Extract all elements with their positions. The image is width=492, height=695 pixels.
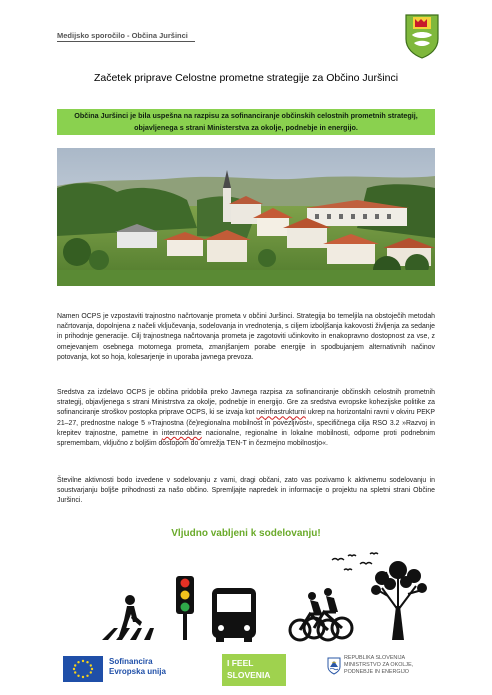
paragraph-funding	[57, 388, 435, 449]
paragraph-funding-part-3: nacionalne, regionalne in lokalne mobilnosti, odporne proti podnebnim spremembam, vključno z boljšim dostopom do omrežja TEN-T in čezmejno mobilnostjo«.	[57, 429, 435, 448]
highlight-box	[57, 109, 435, 135]
highlight-line-1: Občina Juršinci je bila uspešna na razpisu za sofinanciranje občinskih celostnih prometnih strategij,	[74, 111, 418, 120]
ministry-line-1: REPUBLIKA SLOVENIJA	[344, 655, 406, 661]
document-title: Začetek priprave Celostne prometne strategije za Občino Juršinci	[93, 72, 399, 84]
ministry-emblem-icon	[327, 657, 341, 675]
eu-flag-icon	[63, 656, 103, 682]
pedestrian-crossing-icon	[102, 595, 154, 640]
village-photo	[57, 148, 435, 286]
footer-logos	[57, 652, 435, 688]
spellcheck-word-1: neinfrastrukturni	[256, 409, 306, 417]
i-feel-slovenia-logo	[222, 654, 286, 686]
birds-icon	[332, 553, 378, 570]
spellcheck-word-2: intermodalne	[161, 429, 202, 437]
ministry-line-2: MINISTRSTVO ZA OKOLJE,	[344, 662, 414, 668]
paragraph-participation: Številne aktivnosti bodo izvedene v sodelovanju z vami, dragi občani, zato vas pozivamo k aktivnemu sodelovanju in soustvarjanju boljše prihodnosti za našo občino. Spremljajte napredek in informacije o projektu na spletni strani Občine Juršinci.	[57, 477, 435, 505]
slovenia-line-2: SLOVENIA	[227, 670, 271, 680]
eu-line-1: Sofinancira	[109, 657, 153, 666]
header-label: Medijsko sporočilo - Občina Juršinci	[57, 31, 188, 40]
ministry-line-3: PODNEBJE IN ENERGIJO	[344, 669, 409, 675]
tree-icon	[371, 561, 427, 640]
bus-icon	[212, 588, 256, 642]
traffic-light-icon	[176, 576, 194, 640]
invitation-heading: Vljudno vabljeni k sodelovanju!	[171, 528, 321, 539]
eu-cofunding-label	[109, 657, 199, 677]
header-underline	[57, 41, 195, 42]
highlight-line-2: objavljenega s strani Ministerstva za okolje, podnebje in energijo.	[134, 123, 358, 132]
paragraph-funding-part-2: ukrep na horizontalni ravni v okviru PEKP 21–27, prednostne naloge 5 »Trajnostna (če)regionalna mobilnost in povezljivost«, specifičnega cilja RSO 3.2 »Razvoj in krepitev trajnostne, pametne in	[57, 409, 435, 437]
cyclists-icon	[290, 612, 352, 640]
eu-line-2: Evropska unija	[109, 667, 166, 676]
coat-of-arms-icon	[404, 13, 440, 59]
paragraph-purpose: Namen OCPS je vzpostaviti trajnostno načrtovanje prometa v občini Juršinci. Strategija bo temeljila na obstoječih metodah načrtovanja, dopolnjena z načeli vključevanja, sodelovanja in vrednotenja, s ciljem izboljšanja kakovosti življenja za sedanje in prihodnje generacije. Cilj trajnostnega načrtovanja prometa je zagotoviti učinkovito in enakopravno dostopnost za vse, z omejevanjem osebnega motornega prometa, zmanjšanjem porabe energije in spodbujanjem alternativnih načinov potovanja, kot so hoja, kolesarjenje in uporaba javnega prevoza.	[57, 313, 435, 361]
ministry-label	[344, 655, 439, 676]
paragraph-funding-part-1: Sredstva za izdelavo OCPS je občina pridobila preko Javnega razpisa za sofinanciranje občinskih celostnih prometnih strategij, objavljenega s strani Ministrstva za okolje, podnebje in energijo. Gre za sredstva evropske kohezijske politike za sofinanciranje stroškov postopka priprave OCPS, ki se izvaja kot	[57, 389, 435, 417]
slovenia-line-1: I FEEL	[227, 658, 254, 668]
mobility-icons	[100, 548, 430, 648]
